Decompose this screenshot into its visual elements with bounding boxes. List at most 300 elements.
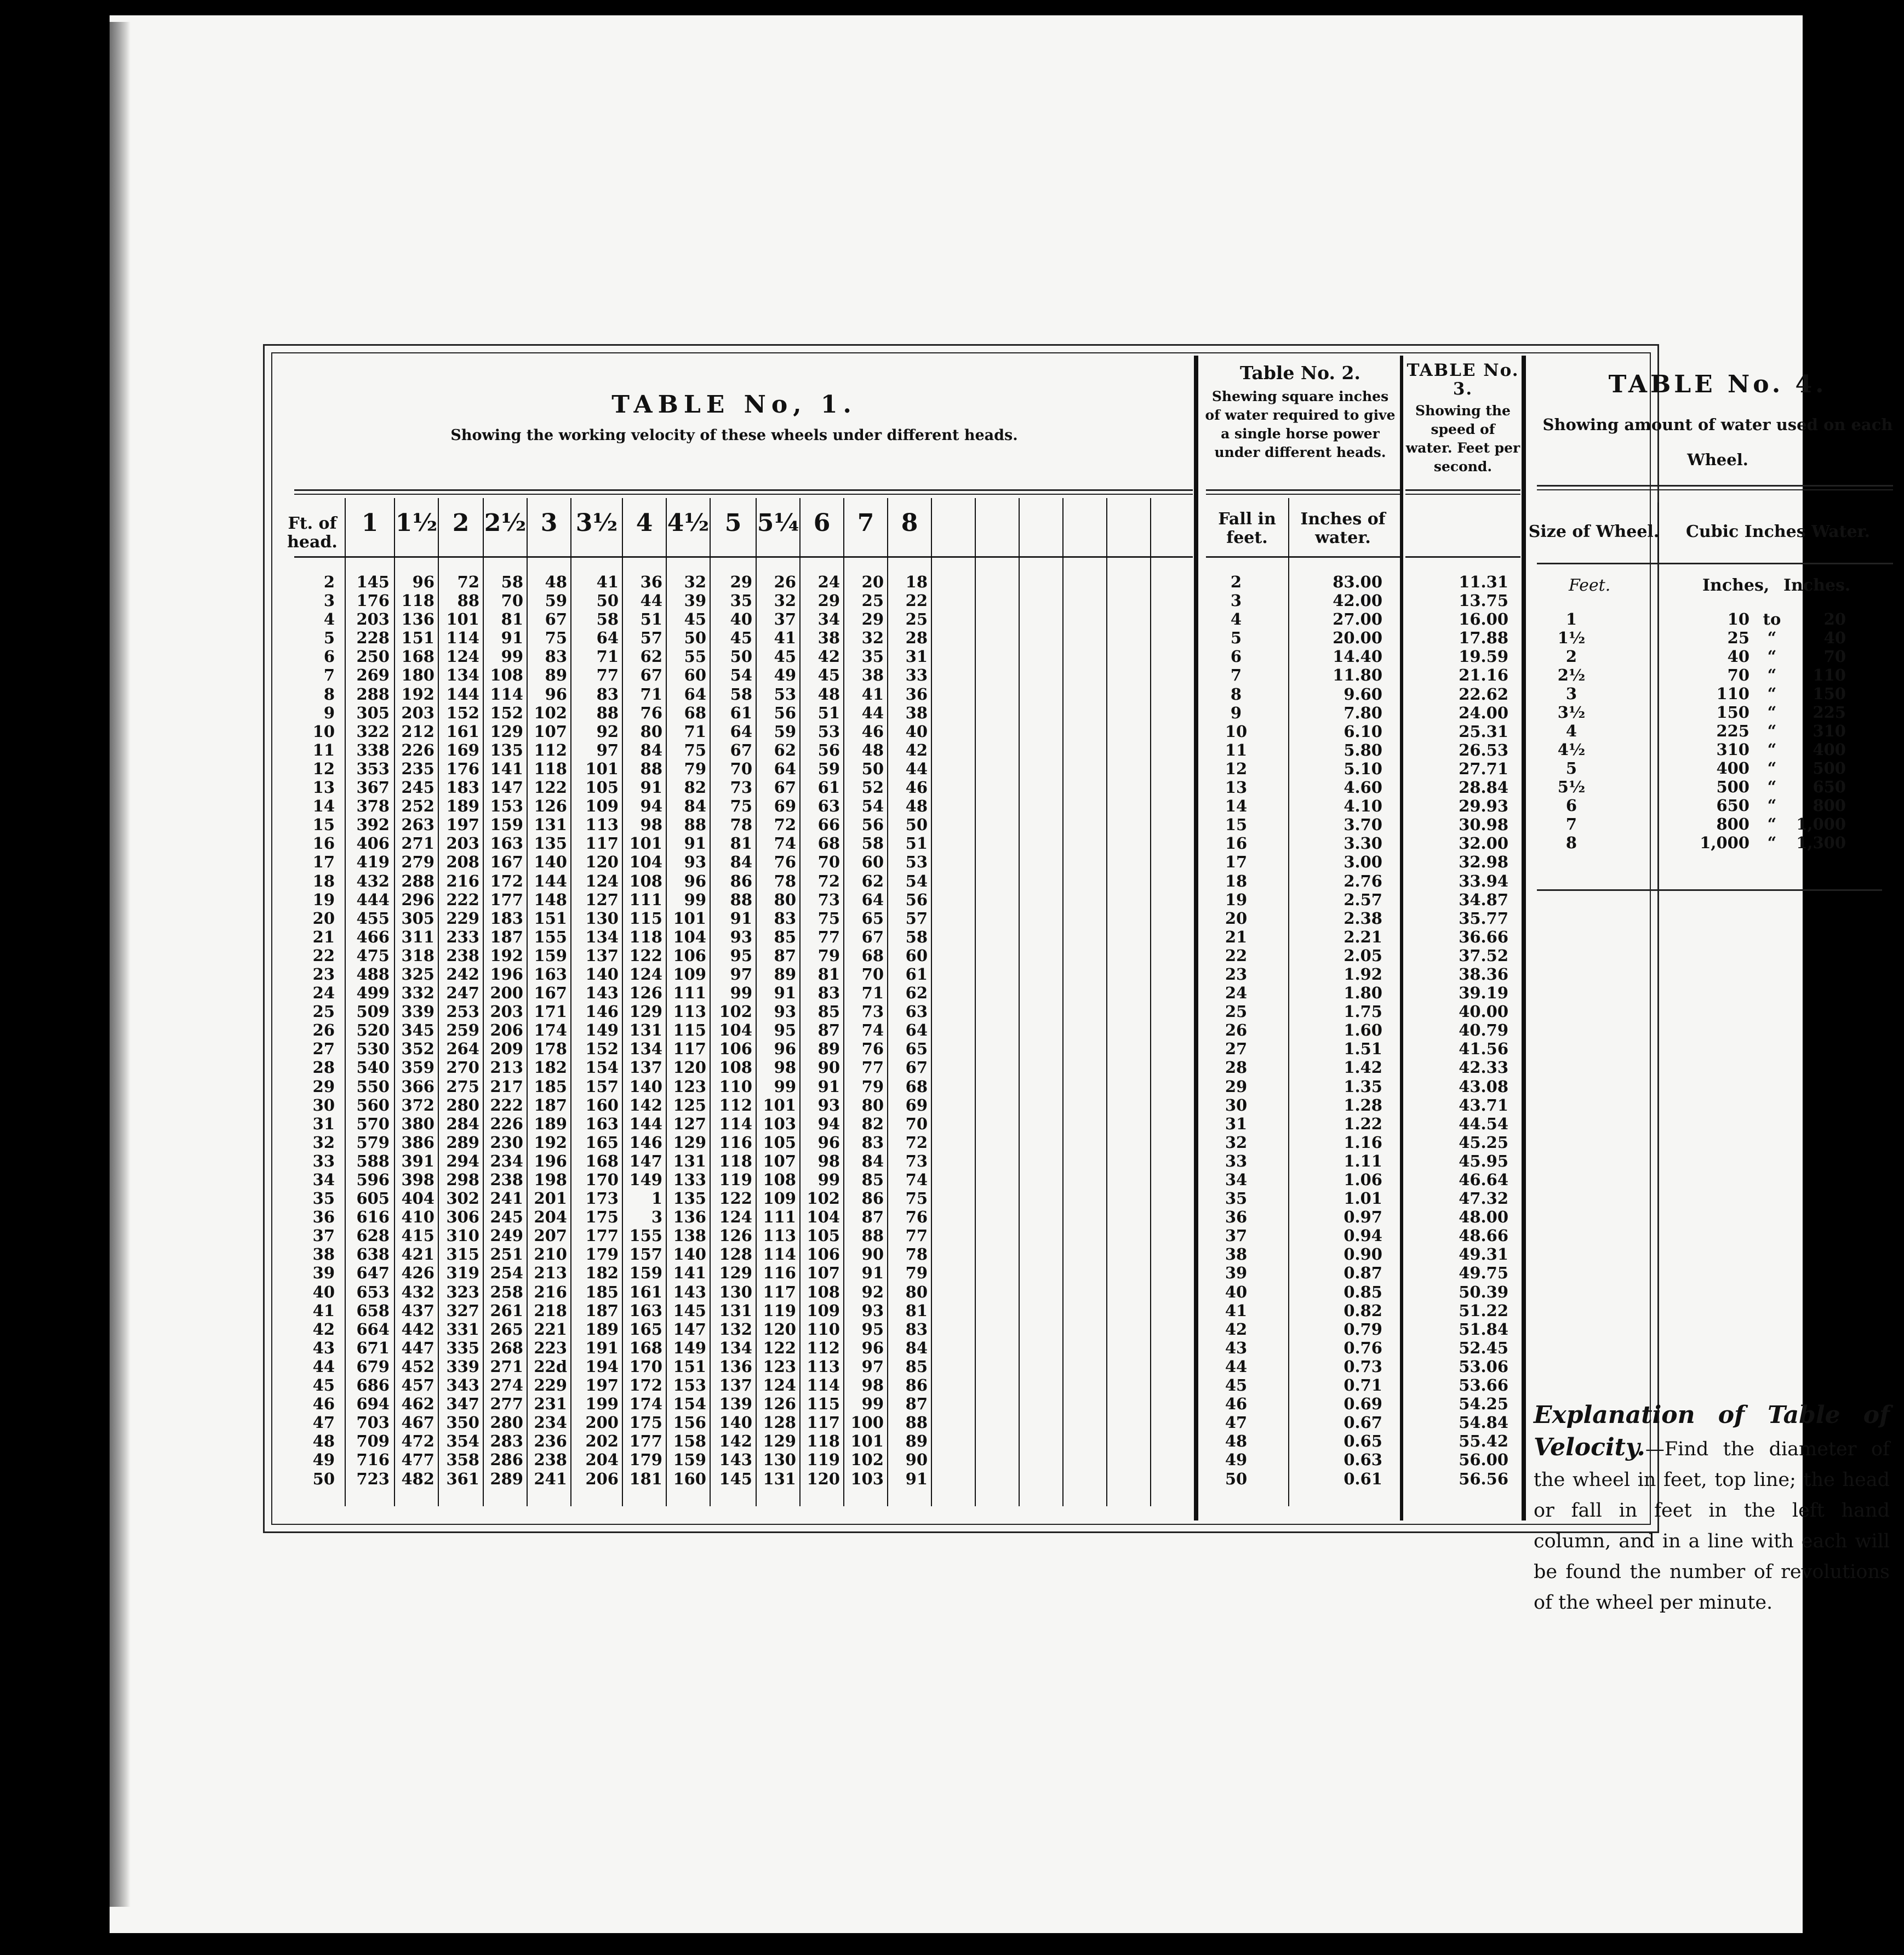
table1-velocity-cell: 286 — [490, 1450, 523, 1470]
table1-velocity-cell: 437 — [401, 1301, 434, 1320]
table1-velocity-cell: 112 — [534, 740, 567, 759]
table1-velocity-cell: 29 — [730, 573, 752, 591]
table2-inches-cell: 6.10 — [1343, 722, 1382, 741]
table1-velocity-cell: 49 — [774, 666, 796, 685]
table1-velocity-cell: 83 — [774, 908, 796, 928]
table1-head-cell: 31 — [312, 1114, 335, 1133]
table1-velocity-cell: 230 — [490, 1133, 523, 1152]
table4-size-label: Size of Wheel. — [1528, 522, 1660, 541]
table1-velocity-cell: 44 — [640, 591, 662, 610]
table1-head-cell: 18 — [312, 871, 335, 890]
table1-velocity-cell: 679 — [356, 1357, 390, 1376]
table1-velocity-cell: 421 — [401, 1245, 434, 1264]
table1-velocity-cell: 222 — [446, 890, 479, 909]
table1-velocity-cell: 318 — [401, 946, 434, 965]
table2-inches-cell: 1.01 — [1343, 1189, 1382, 1208]
table1-velocity-cell: 203 — [446, 834, 479, 853]
table1-velocity-cell: 234 — [490, 1151, 523, 1170]
table1-velocity-cell: 141 — [673, 1264, 706, 1283]
table4-from-cell: 500 — [1716, 778, 1749, 796]
table1-velocity-cell: 65 — [905, 1039, 928, 1059]
table1-velocity-cell: 101 — [585, 759, 619, 778]
table1-head-cell: 21 — [312, 927, 335, 946]
table1-velocity-cell: 187 — [534, 1095, 567, 1114]
table1-velocity-cell: 94 — [817, 1114, 840, 1133]
table4-to-cell: 225 — [1812, 703, 1846, 722]
table1-velocity-cell: 212 — [401, 722, 434, 741]
table1-velocity-cell: 472 — [401, 1432, 434, 1451]
table1-velocity-cell: 284 — [446, 1114, 479, 1133]
table4-from-cell: 800 — [1716, 815, 1749, 833]
table1-velocity-cell: 77 — [596, 666, 619, 685]
table1-velocity-cell: 172 — [490, 871, 523, 890]
table1-velocity-cell: 58 — [501, 573, 523, 591]
table1-velocity-cell: 123 — [673, 1077, 706, 1096]
table4-size-cell: 3 — [1565, 684, 1577, 703]
table1-velocity-cell: 213 — [490, 1058, 523, 1077]
table1-velocity-cell: 197 — [446, 815, 479, 834]
table2-inches-cell: 1.60 — [1343, 1021, 1382, 1040]
table2-inches-cell: 42.00 — [1333, 591, 1382, 610]
table1-velocity-cell: 189 — [534, 1114, 567, 1133]
table1-velocity-cell: 156 — [673, 1413, 706, 1432]
table2-fall-cell: 29 — [1225, 1077, 1248, 1096]
wheel-size-header: 1½ — [395, 509, 438, 537]
table1-velocity-cell: 118 — [534, 759, 567, 778]
table1-velocity-cell: 81 — [730, 834, 752, 853]
table1-velocity-cell: 151 — [534, 908, 567, 928]
table1-velocity-cell: 90 — [861, 1245, 884, 1264]
table2-inches-cell: 0.94 — [1343, 1226, 1382, 1245]
table4-size-cell: 1½ — [1557, 628, 1586, 647]
table1-velocity-cell: 289 — [490, 1469, 523, 1488]
table1-velocity-cell: 51 — [640, 610, 662, 629]
table1-velocity-cell: 229 — [446, 908, 479, 928]
table1-velocity-cell: 339 — [446, 1357, 479, 1376]
table1-velocity-cell: 191 — [585, 1338, 619, 1357]
table1-velocity-cell: 64 — [684, 684, 706, 704]
table3-speed-cell: 30.98 — [1459, 815, 1508, 834]
table1-velocity-column — [439, 573, 479, 1488]
table1-velocity-cell: 165 — [585, 1133, 619, 1152]
table1-velocity-cell: 85 — [817, 1002, 840, 1021]
table1-velocity-cell: 73 — [905, 1151, 928, 1170]
table1-velocity-cell: 96 — [774, 1039, 796, 1059]
table2-fall-cell: 9 — [1230, 703, 1242, 722]
table1-velocity-cell: 263 — [401, 815, 434, 834]
table1-velocity-cell: 180 — [401, 666, 434, 685]
table1-velocity-cell: 200 — [585, 1413, 619, 1432]
table1-velocity-cell: 58 — [905, 927, 928, 946]
table2-inches-cell: 5.10 — [1343, 759, 1382, 778]
table1-velocity-cell: 170 — [629, 1357, 662, 1376]
table1-velocity-cell: 98 — [861, 1376, 884, 1395]
table1-velocity-cell: 22d — [534, 1357, 567, 1376]
table1-velocity-cell: 93 — [774, 1002, 796, 1021]
table1-velocity-cell: 380 — [401, 1114, 434, 1133]
table1-velocity-cell: 38 — [861, 666, 884, 685]
table1-velocity-cell: 147 — [490, 778, 523, 797]
table2-fall-cell: 39 — [1225, 1264, 1248, 1283]
table1-velocity-cell: 61 — [905, 964, 928, 984]
table1-velocity-cell: 579 — [356, 1133, 390, 1152]
table2-inches-cell: 0.97 — [1343, 1208, 1382, 1227]
table3-speed-cell: 38.36 — [1459, 964, 1508, 984]
table1-velocity-cell: 249 — [490, 1226, 523, 1245]
table1-velocity-cell: 132 — [719, 1319, 752, 1339]
table4-size-cell: 1 — [1565, 610, 1577, 628]
table1-velocity-cell: 452 — [401, 1357, 434, 1376]
table1-velocity-cell: 128 — [763, 1413, 796, 1432]
table1-velocity-cell: 29 — [817, 591, 840, 610]
table1-velocity-cell: 115 — [807, 1394, 840, 1414]
table1-velocity-cell: 145 — [673, 1301, 706, 1320]
table1-velocity-cell: 131 — [763, 1469, 796, 1488]
table1-col-rule — [1106, 498, 1107, 1506]
table1-velocity-cell: 143 — [673, 1282, 706, 1301]
table1-velocity-cell: 160 — [673, 1469, 706, 1488]
table2-water-label: Inches of water. — [1300, 510, 1386, 547]
table1-velocity-cell: 175 — [585, 1208, 619, 1227]
table1-velocity-cell: 221 — [534, 1319, 567, 1339]
table4-inches-label-to: Inches. — [1783, 576, 1851, 595]
table1-velocity-cell: 32 — [861, 628, 884, 648]
table1-velocity-cell: 35 — [861, 647, 884, 666]
table1-velocity-cell: 112 — [719, 1095, 752, 1114]
table1-velocity-cell: 94 — [640, 797, 662, 816]
table1-velocity-cell: 127 — [585, 890, 619, 909]
table1-velocity-cell: 72 — [905, 1133, 928, 1152]
table3-speed-cell: 40.00 — [1459, 1002, 1508, 1021]
table1-velocity-cell: 79 — [684, 759, 706, 778]
table1-velocity-cell: 137 — [629, 1058, 662, 1077]
table2-inches-cell: 20.00 — [1333, 628, 1382, 648]
table1-velocity-cell: 131 — [534, 815, 567, 834]
table1-velocity-cell: 206 — [585, 1469, 619, 1488]
table1-head-cell: 44 — [312, 1357, 335, 1376]
table1-velocity-cell: 154 — [585, 1058, 619, 1077]
table4-sep-cell: “ — [1767, 684, 1777, 703]
table1-head-cell: 42 — [312, 1319, 335, 1339]
table1-head-cell: 39 — [312, 1264, 335, 1283]
table1-velocity-cell: 269 — [356, 666, 390, 685]
table1-velocity-cell: 72 — [774, 815, 796, 834]
table2-fall-cell: 47 — [1225, 1413, 1248, 1432]
table1-velocity-cell: 51 — [905, 834, 928, 853]
table4-to-cell: 650 — [1812, 778, 1846, 796]
table1-velocity-cell: 75 — [817, 908, 840, 928]
table1-velocity-cell: 60 — [861, 853, 884, 872]
table1-velocity-cell: 196 — [490, 964, 523, 984]
table1-velocity-cell: 716 — [356, 1450, 390, 1470]
table4-to-cell: 800 — [1812, 796, 1846, 815]
table4-header-rule — [1537, 485, 1893, 487]
table1-velocity-cell: 288 — [356, 684, 390, 704]
table1-velocity-cell: 29 — [861, 610, 884, 629]
table1-velocity-cell: 55 — [684, 647, 706, 666]
table1-velocity-cell: 36 — [905, 684, 928, 704]
table1-velocity-cell: 126 — [629, 984, 662, 1003]
table1-head-cell: 49 — [312, 1450, 335, 1470]
table1-velocity-cell: 392 — [356, 815, 390, 834]
table1-velocity-cell: 306 — [446, 1208, 479, 1227]
table1-velocity-cell: 350 — [446, 1413, 479, 1432]
table3-speed-cell: 32.98 — [1459, 853, 1508, 872]
table1-velocity-cell: 71 — [596, 647, 619, 666]
table1-velocity-cell: 54 — [730, 666, 752, 685]
wheel-size-header: 7 — [857, 509, 874, 537]
table1-velocity-cell: 111 — [629, 890, 662, 909]
table3-speed-cell: 45.95 — [1459, 1151, 1508, 1170]
table3-speed-cell: 47.32 — [1459, 1189, 1508, 1208]
table2-inches-cell: 1.06 — [1343, 1170, 1382, 1189]
table1-velocity-cell: 131 — [719, 1301, 752, 1320]
table3-speed-cell: 32.00 — [1459, 834, 1508, 853]
table1-velocity-cell: 109 — [763, 1189, 796, 1208]
table1-velocity-cell: 84 — [684, 797, 706, 816]
table1-velocity-cell: 475 — [356, 946, 390, 965]
table1-head-cell: 41 — [312, 1301, 335, 1320]
table1-velocity-cell: 78 — [730, 815, 752, 834]
table1-velocity-cell: 265 — [490, 1319, 523, 1339]
wheel-size-header: 6 — [813, 509, 831, 537]
table2-fall-cell: 34 — [1225, 1170, 1248, 1189]
table1-velocity-cell: 71 — [640, 684, 662, 704]
table1-velocity-cell: 91 — [774, 984, 796, 1003]
table4-inches-label-from: Inches, — [1702, 576, 1770, 595]
table1-velocity-cell: 96 — [817, 1133, 840, 1152]
table1-velocity-cell: 135 — [534, 834, 567, 853]
table1-velocity-cell: 146 — [585, 1002, 619, 1021]
table1-velocity-cell: 61 — [817, 778, 840, 797]
table4-to-column — [1791, 610, 1846, 852]
table1-velocity-cell: 442 — [401, 1319, 434, 1339]
table1-head-cell: 10 — [312, 722, 335, 741]
table3-speed-cell: 48.00 — [1459, 1208, 1508, 1227]
table1-velocity-cell: 83 — [817, 984, 840, 1003]
table2-inches-cell: 1.22 — [1343, 1114, 1382, 1133]
table1-velocity-cell: 140 — [719, 1413, 752, 1432]
table1-velocity-cell: 163 — [585, 1114, 619, 1133]
table1-velocity-cell: 250 — [356, 647, 390, 666]
table1-velocity-cell: 182 — [585, 1264, 619, 1283]
table1-head-cell: 25 — [312, 1002, 335, 1021]
table4-sep-cell: “ — [1767, 815, 1777, 833]
table3-speed-cell: 11.31 — [1459, 573, 1508, 591]
table1-velocity-cell: 570 — [356, 1114, 390, 1133]
table1-velocity-cell: 88 — [905, 1413, 928, 1432]
table1-velocity-cell: 253 — [446, 1002, 479, 1021]
table1-velocity-cell: 124 — [719, 1208, 752, 1227]
wheel-size-header: 3 — [540, 509, 558, 537]
table1-velocity-column — [528, 573, 567, 1488]
table1-velocity-cell: 88 — [730, 890, 752, 909]
table1-velocity-cell: 119 — [763, 1301, 796, 1320]
table1-velocity-cell: 222 — [490, 1095, 523, 1114]
table1-velocity-cell: 136 — [401, 610, 434, 629]
table4-column-rule — [1537, 563, 1893, 564]
table1-velocity-cell: 89 — [905, 1432, 928, 1451]
table1-velocity-cell: 70 — [905, 1114, 928, 1133]
table1-velocity-cell: 73 — [817, 890, 840, 909]
table1-velocity-cell: 201 — [534, 1189, 567, 1208]
table1-velocity-cell: 203 — [356, 610, 390, 629]
table2-inches-cell: 0.85 — [1343, 1282, 1382, 1301]
table1-velocity-cell: 99 — [501, 647, 523, 666]
table1-velocity-cell: 530 — [356, 1039, 390, 1059]
table1-velocity-cell: 218 — [534, 1301, 567, 1320]
table2-fall-cell: 50 — [1225, 1469, 1248, 1488]
table1-velocity-cell: 261 — [490, 1301, 523, 1320]
table1-head-cell: 13 — [312, 778, 335, 797]
table1-head-cell: 3 — [323, 591, 335, 610]
table3-speed-cell: 53.06 — [1459, 1357, 1508, 1376]
table2-fall-cell: 45 — [1225, 1376, 1248, 1395]
table1-velocity-cell: 238 — [534, 1450, 567, 1470]
table1-velocity-cell: 709 — [356, 1432, 390, 1451]
table1-velocity-cell: 359 — [401, 1058, 434, 1077]
table2-fall-cell: 20 — [1225, 908, 1248, 928]
table1-velocity-cell: 296 — [401, 890, 434, 909]
table1-velocity-cell: 86 — [730, 871, 752, 890]
table1-velocity-cell: 80 — [905, 1282, 928, 1301]
table1-velocity-cell: 58 — [861, 834, 884, 853]
table1-velocity-cell: 231 — [534, 1394, 567, 1414]
table1-velocity-cell: 165 — [629, 1319, 662, 1339]
table1-velocity-cell: 100 — [850, 1413, 884, 1432]
table1-velocity-cell: 93 — [861, 1301, 884, 1320]
table1-velocity-cell: 46 — [905, 778, 928, 797]
table1-head-cell: 29 — [312, 1077, 335, 1096]
table1-velocity-cell: 68 — [861, 946, 884, 965]
table1-velocity-cell: 53 — [905, 853, 928, 872]
table1-velocity-cell: 252 — [401, 797, 434, 816]
table1-velocity-cell: 146 — [629, 1133, 662, 1152]
table1-header-rule-2 — [294, 494, 1193, 495]
table2-fall-cell: 28 — [1225, 1058, 1248, 1077]
table1-velocity-cell: 588 — [356, 1151, 390, 1170]
table1-velocity-cell: 136 — [673, 1208, 706, 1227]
table1-velocity-cell: 270 — [446, 1058, 479, 1077]
table1-velocity-cell: 238 — [446, 946, 479, 965]
table1-velocity-cell: 159 — [673, 1450, 706, 1470]
table1-velocity-cell: 130 — [719, 1282, 752, 1301]
table1-velocity-cell: 79 — [905, 1264, 928, 1283]
table1-velocity-cell: 60 — [684, 666, 706, 685]
table1-velocity-cell: 319 — [446, 1264, 479, 1283]
table2-fall-cell: 40 — [1225, 1282, 1248, 1301]
table4-size-cell: 3½ — [1557, 703, 1586, 722]
table1-velocity-cell: 177 — [585, 1226, 619, 1245]
table2-inches-cell: 2.05 — [1343, 946, 1382, 965]
table1-velocity-cell: 50 — [684, 628, 706, 648]
table2-inches-cell: 1.11 — [1343, 1151, 1382, 1170]
table2-fall-cell: 18 — [1225, 871, 1248, 890]
table3-speed-cell: 21.16 — [1459, 666, 1508, 685]
table1-velocity-cell: 686 — [356, 1376, 390, 1395]
table1-velocity-cell: 114 — [807, 1376, 840, 1395]
table3-speed-cell: 43.08 — [1459, 1077, 1508, 1096]
table1-velocity-cell: 482 — [401, 1469, 434, 1488]
table3-speed-cell: 51.22 — [1459, 1301, 1508, 1320]
table1-velocity-cell: 628 — [356, 1226, 390, 1245]
table2-table3-divider — [1400, 356, 1403, 1520]
table1-velocity-cell: 140 — [629, 1077, 662, 1096]
table1-velocity-cell: 104 — [629, 853, 662, 872]
table1-velocity-cell: 62 — [905, 984, 928, 1003]
table2-inches-cell: 14.40 — [1333, 647, 1382, 666]
table3-header-rule-2 — [1405, 494, 1520, 495]
table1-velocity-cell: 129 — [673, 1133, 706, 1152]
table1-velocity-cell: 203 — [490, 1002, 523, 1021]
table1-velocity-cell: 99 — [730, 984, 752, 1003]
table1-velocity-cell: 41 — [774, 628, 796, 648]
table1-head-cell: 19 — [312, 890, 335, 909]
table4-from-cell: 10 — [1727, 610, 1749, 628]
table4-size-cell: 5½ — [1557, 778, 1586, 796]
table1-velocity-cell: 187 — [585, 1301, 619, 1320]
table1-velocity-cell: 76 — [861, 1039, 884, 1059]
table1-velocity-cell: 147 — [673, 1319, 706, 1339]
table1-velocity-cell: 247 — [446, 984, 479, 1003]
table1-velocity-cell: 83 — [861, 1133, 884, 1152]
table1-velocity-cell: 134 — [629, 1039, 662, 1059]
table1-velocity-cell: 242 — [446, 964, 479, 984]
table2-inches-cell: 83.00 — [1333, 573, 1382, 591]
table1-velocity-cell: 152 — [490, 703, 523, 722]
table1-velocity-cell: 87 — [905, 1394, 928, 1414]
table3-speed-cell: 52.45 — [1459, 1338, 1508, 1357]
table1-velocity-cell: 167 — [490, 853, 523, 872]
table1-velocity-cell: 279 — [401, 853, 434, 872]
table1-velocity-cell: 140 — [585, 964, 619, 984]
table1-velocity-cell: 133 — [673, 1170, 706, 1189]
table4-size-cell: 2 — [1565, 647, 1577, 666]
table1-velocity-cell: 70 — [501, 591, 523, 610]
table3-title: TABLE No. 3. — [1406, 361, 1519, 399]
table4-size-cell: 8 — [1565, 833, 1577, 852]
table1-velocity-cell: 41 — [861, 684, 884, 704]
table1-velocity-cell: 120 — [763, 1319, 796, 1339]
table1-velocity-cell: 155 — [534, 927, 567, 946]
table1-velocity-cell: 143 — [585, 984, 619, 1003]
table1-velocity-cell: 192 — [490, 946, 523, 965]
table1-velocity-cell: 605 — [356, 1189, 390, 1208]
table1-velocity-cell: 77 — [817, 927, 840, 946]
table1-velocity-cell: 118 — [629, 927, 662, 946]
table1-velocity-cell: 488 — [356, 964, 390, 984]
table1-velocity-cell: 95 — [861, 1319, 884, 1339]
table1-velocity-cell: 96 — [861, 1338, 884, 1357]
table1-velocity-cell: 42 — [905, 740, 928, 759]
table1-velocity-cell: 67 — [730, 740, 752, 759]
wheel-size-header: 4 — [636, 509, 653, 537]
table1-velocity-cell: 56 — [774, 703, 796, 722]
table1-head-cell: 32 — [312, 1133, 335, 1152]
table1-velocity-cell: 75 — [684, 740, 706, 759]
table1-velocity-cell: 140 — [534, 853, 567, 872]
table1-velocity-cell: 216 — [446, 871, 479, 890]
table2-inches-cell: 9.60 — [1343, 684, 1382, 704]
table1-velocity-cell: 45 — [817, 666, 840, 685]
table1-velocity-cell: 335 — [446, 1338, 479, 1357]
table1-velocity-cell: 143 — [719, 1450, 752, 1470]
table1-velocity-cell: 99 — [774, 1077, 796, 1096]
table1-velocity-cell: 34 — [817, 610, 840, 629]
table1-velocity-cell: 179 — [629, 1450, 662, 1470]
table1-velocity-cell: 42 — [817, 647, 840, 666]
table1-velocity-cell: 161 — [629, 1282, 662, 1301]
